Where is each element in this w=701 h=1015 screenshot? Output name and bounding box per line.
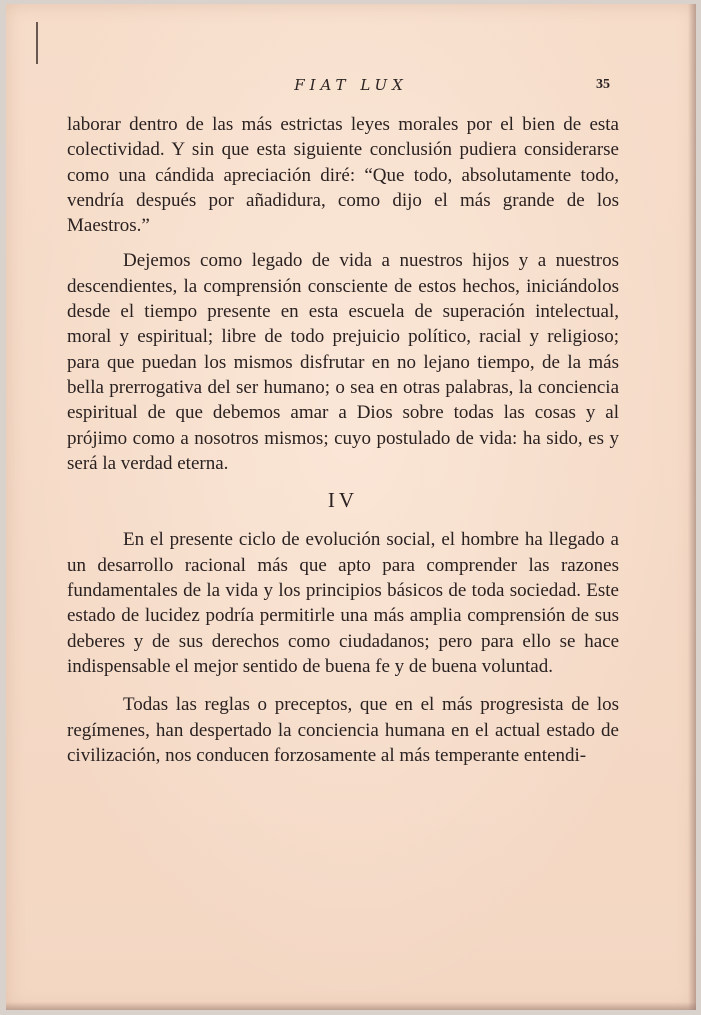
paragraph: Todas las reglas o preceptos, que en el más progresista de los regímenes, han despertado la conciencia humana en el actual estado de civilización, nos conducen forzosamente al más temperante entendi- bbox=[67, 694, 619, 766]
running-header bbox=[6, 76, 696, 98]
paragraph: Dejemos como legado de vida a nuestros hijos y a nuestros descendientes, la comprensión consciente de estos hechos, iniciándolos desde el tiempo presente en esta escuela de superación intelectual, moral y espiritual; libre de todo prejuicio político, racial y religioso; para que puedan los mismos disfrutar en no lejano tiempo, de la más bella prerrogativa del ser humano; o sea en otras palabras, la conciencia espiritual de que debemos amar a Dios sobre todas las cosas y al prójimo como a nosotros mismos; cuyo postulado de vida: ha sido, es y será la verdad eterna. bbox=[67, 250, 619, 474]
page-bottom-shadow bbox=[6, 1002, 696, 1010]
margin-mark bbox=[36, 22, 38, 64]
paragraph-continued: laborar dentro de las más estrictas leyes morales por el bien de esta colectividad. Y sin que esta siguiente conclusión pudiera considerarse como una cándida apreciación diré: “Que todo, absolutamente todo, vendría después por añadidura, como dijo el más grande de los Maestros.” bbox=[67, 114, 619, 237]
paragraph: En el presente ciclo de evolución social, el hombre ha llegado a un desarrollo racional más que apto para comprender las razones fundamentales de la vida y los principios básicos de toda sociedad. Este estado de lucidez podría permitirle una más amplia comprensión de sus deberes y de sus derechos como ciudadanos; pero para ello se hace indispensable el mejor sentido de buena fe y de buena voluntad. bbox=[67, 529, 619, 677]
page-edge-shadow bbox=[688, 4, 696, 1010]
page-number: 35 bbox=[596, 77, 610, 92]
section-heading: IV bbox=[327, 488, 359, 513]
book-page bbox=[6, 4, 696, 1010]
running-title: FIAT LUX bbox=[294, 76, 408, 94]
body-text bbox=[67, 112, 619, 768]
